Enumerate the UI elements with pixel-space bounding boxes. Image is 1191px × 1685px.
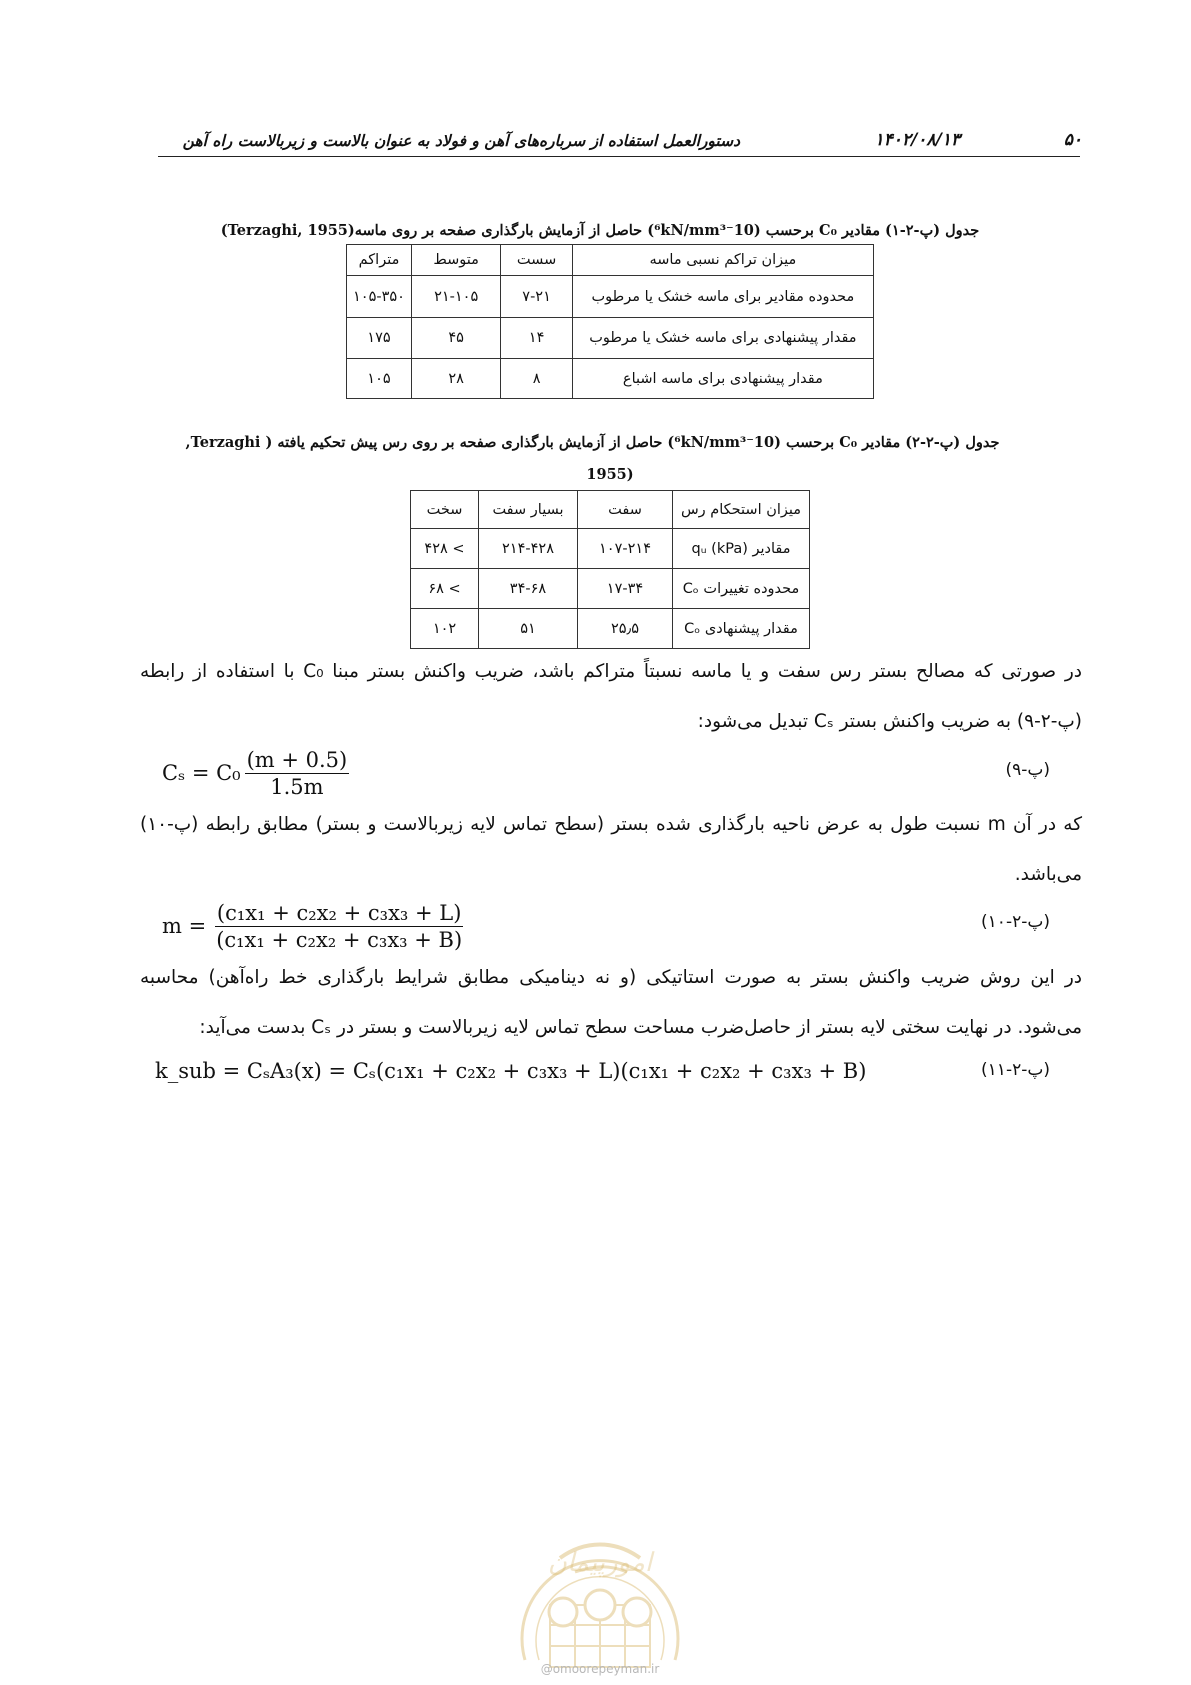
table1-cell: ۸	[501, 359, 572, 399]
table-row	[411, 569, 810, 609]
equation-10-numerator: (c₁x₁ + c₂x₂ + c₃x₃ + L)	[216, 900, 462, 925]
table2-cell: ۲۱۴-۴۲۸	[479, 529, 578, 569]
paragraph: در این روش ضریب واکنش بستر به صورت استاتیکی (و نه دینامیکی مطابق شرایط بارگذاری خط راه‌آهن) محاسبه می‌شود. در نهایت سختی لایه بستر از حاصل‌ضرب مساحت سطح تماس لایه زیربالاست و بستر در Cₛ بدست می‌آید:	[140, 967, 1082, 1038]
table1-header-cell: سست	[501, 245, 572, 276]
table1-cell: ۲۸	[411, 359, 500, 399]
table1-cell: ۲۱-۱۰۵	[411, 276, 500, 318]
table2-cell: ۱۷-۳۴	[578, 569, 673, 609]
equation-10	[162, 893, 464, 959]
equation-10-number: (پ-۲-۱۰)	[981, 912, 1050, 932]
table1-cell: ۴۵	[411, 318, 500, 359]
equation-11-number: (پ-۲-۱۱)	[981, 1060, 1050, 1080]
equation-10-denominator: (c₁x₁ + c₂x₂ + c₃x₃ + B)	[216, 927, 463, 952]
table-row	[411, 609, 810, 649]
table2-header-cell: سخت	[411, 491, 479, 529]
table2-cell: > ۶۸	[411, 569, 479, 609]
header-date: ۱۴۰۲/۰۸/۱۳	[874, 130, 960, 150]
table1-cell: ۷-۲۱	[501, 276, 572, 318]
table1-header-cell: متوسط	[411, 245, 500, 276]
table-row	[411, 529, 810, 569]
watermark-logo	[505, 1510, 695, 1675]
table2-cell: ۳۴-۶۸	[479, 569, 578, 609]
table2-cell: محدوده تغییرات Cₒ	[673, 569, 810, 609]
table2-cell: ۵۱	[479, 609, 578, 649]
equation-11: k_sub = CₛA₃(x) = Cₛ(c₁x₁ + c₂x₂ + c₃x₃ + L)(c₁x₁ + c₂x₂ + c₃x₃ + B)	[155, 1059, 867, 1083]
table1-header-row	[347, 245, 874, 276]
table2-header-row	[411, 491, 810, 529]
equation-9-denominator: 1.5m	[270, 774, 324, 799]
equation-9-lhs: Cₛ = C₀	[162, 761, 241, 785]
table2-header-cell: سفت	[578, 491, 673, 529]
table2-caption-year: 1955)	[586, 466, 634, 483]
table2-cell: ۲۵٫۵	[578, 609, 673, 649]
table2-cell: ۱۰۷-۲۱۴	[578, 529, 673, 569]
equation-10-lhs: m =	[162, 914, 207, 938]
table1-cell: مقدار پیشنهادی برای ماسه اشباع	[572, 359, 873, 399]
table1-cell: ۱۷۵	[347, 318, 412, 359]
table1-caption: جدول (پ-۲-۱) مقادیر C₀ برحسب (10⁻⁶kN/mm³) حاصل از آزمایش بارگذاری صفحه بر روی ماسه(Terzaghi, 1955)	[220, 222, 980, 239]
equation-9-fraction	[245, 748, 350, 799]
equation-9-numerator: (m + 0.5)	[246, 747, 348, 772]
table-row	[347, 318, 874, 359]
equation-9-number: (پ-۹)	[1005, 760, 1050, 780]
table1-cell: مقدار پیشنهادی برای ماسه خشک یا مرطوب	[572, 318, 873, 359]
page-number: ۵۰	[1063, 130, 1082, 150]
header-title: دستورالعمل استفاده از سرباره‌های آهن و فولاد به عنوان بالاست و زیربالاست راه آهن	[182, 131, 740, 150]
table1-header-cell: میزان تراکم نسبی ماسه	[572, 245, 873, 276]
paragraph: در صورتی که مصالح بستر رس سفت و یا ماسه نسبتاً متراکم باشد، ضریب واکنش بستر مبنا C₀ با استفاده از رابطه (پ-۲-۹) به ضریب واکنش بستر Cₛ تبدیل می‌شود:	[140, 661, 1082, 732]
table2-cell: ۱۰۲	[411, 609, 479, 649]
header-rule	[158, 156, 1080, 157]
table1-cell: ۱۰۵	[347, 359, 412, 399]
table2	[410, 490, 810, 649]
table1-cell: ۱۰۵-۳۵۰	[347, 276, 412, 318]
table-row	[347, 276, 874, 318]
equation-10-fraction	[214, 901, 464, 952]
table2-cell: مقدار پیشنهادی Cₒ	[673, 609, 810, 649]
table-row	[347, 359, 874, 399]
table1-cell: محدوده مقادیر برای ماسه خشک یا مرطوب	[572, 276, 873, 318]
table2-cell: مقادیر qᵤ (kPa)	[673, 529, 810, 569]
table2-header-cell: میزان استحکام رس	[673, 491, 810, 529]
watermark-logo-text: امورپیمان	[547, 1548, 653, 1578]
table1	[346, 244, 874, 399]
table2-caption: جدول (پ-۲-۲) مقادیر C₀ برحسب (10⁻⁶kN/mm³) حاصل از آزمایش بارگذاری صفحه بر روی رس پیش تحکیم یافته ( Terzaghi,	[185, 434, 1000, 451]
watermark-site: @omoorepeyman.ir	[540, 1662, 660, 1676]
table1-header-cell: متراکم	[347, 245, 412, 276]
table2-header-cell: بسیار سفت	[479, 491, 578, 529]
paragraph: که در آن m نسبت طول به عرض ناحیه بارگذاری شده بستر (سطح تماس لایه زیربالاست و بستر) مطابق رابطه (پ-۱۰) می‌باشد.	[140, 814, 1083, 885]
equation-9	[162, 742, 349, 804]
table2-cell: > ۴۲۸	[411, 529, 479, 569]
table1-cell: ۱۴	[501, 318, 572, 359]
